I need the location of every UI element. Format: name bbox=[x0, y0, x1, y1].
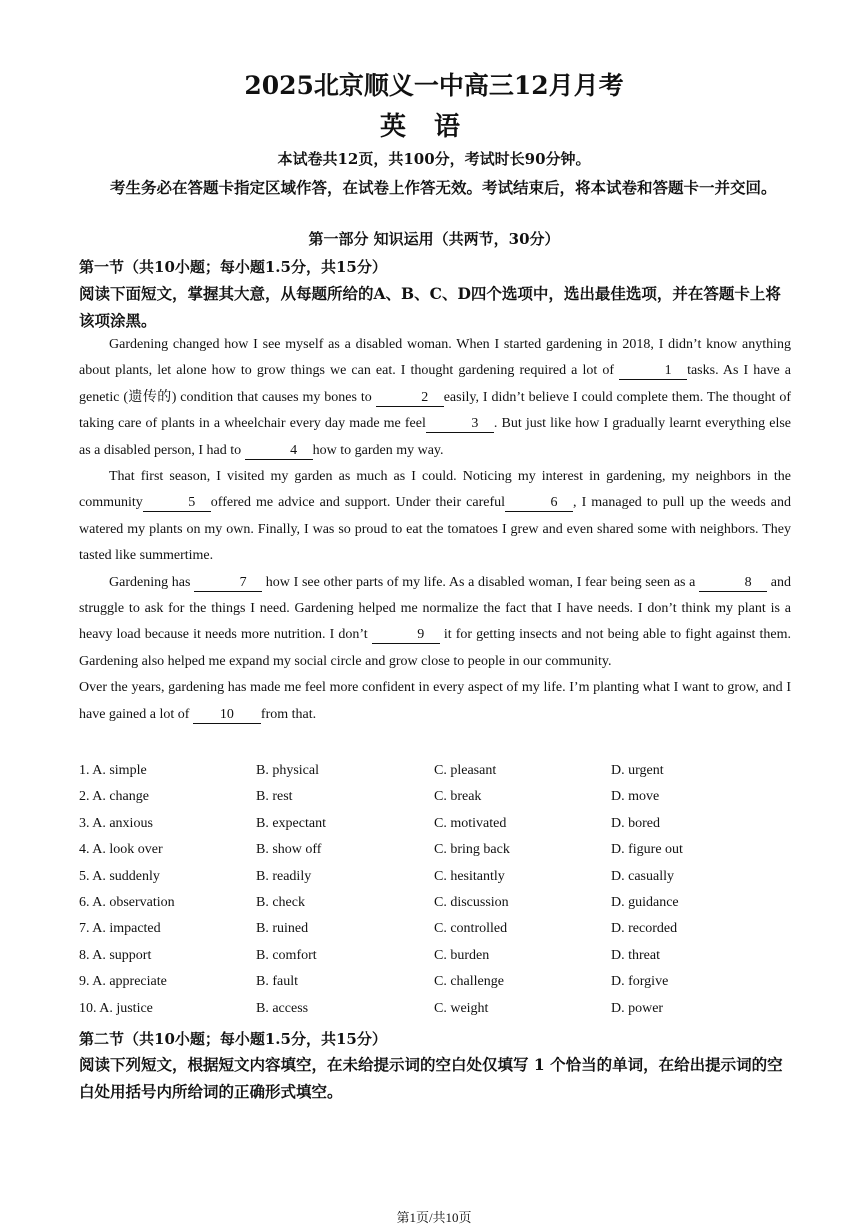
option-3-d: D. bored bbox=[611, 815, 660, 831]
passage-text: from that. bbox=[260, 706, 317, 722]
option-6-c: C. discussion bbox=[434, 894, 509, 910]
option-row-2 bbox=[79, 784, 791, 810]
passage-text: and struggle to ask for the things I need. Gardening helped me normalize the fact that I have needs. I don’t think my plant is a heavy load because it needs more nutrition. I don’t bbox=[79, 574, 791, 643]
blank-5: 5 bbox=[143, 496, 211, 512]
option-row-3 bbox=[79, 811, 791, 837]
passage-paragraph bbox=[79, 464, 791, 570]
option-4-d: D. figure out bbox=[611, 842, 683, 858]
option-8-c: C. burden bbox=[434, 947, 490, 963]
passage-text: how to garden my way. bbox=[312, 442, 444, 458]
section2-title: 第二节（共10小题；每小题1.5分，共15分） bbox=[79, 1030, 387, 1048]
option-4-b: B. show off bbox=[256, 842, 322, 858]
cloze-passage bbox=[79, 332, 791, 728]
option-10-c: C. weight bbox=[434, 1000, 489, 1016]
blank-7: 7 bbox=[194, 576, 262, 592]
exam-notice: 考生务必在答题卡指定区域作答，在试卷上作答无效。考试结束后，将本试卷和答题卡一并交回。 bbox=[110, 178, 777, 197]
option-3-c: C. motivated bbox=[434, 815, 507, 831]
option-2-d: D. move bbox=[611, 789, 660, 805]
option-10-a: 10. A. justice bbox=[79, 1000, 153, 1016]
option-9-c: C. challenge bbox=[434, 974, 504, 990]
section1-instruction: 阅读下面短文，掌握其大意，从每题所给的A、B、C、D四个选项中，选出最佳选项，并在答题卡上将该项涂黑。 bbox=[79, 284, 781, 330]
option-7-b: B. ruined bbox=[256, 921, 309, 937]
option-row-7 bbox=[79, 916, 791, 942]
option-6-b: B. check bbox=[256, 894, 305, 910]
passage-text: . But just like how I gradually learnt everything else as a disabled person, I had to bbox=[79, 416, 791, 458]
option-1-d: D. urgent bbox=[611, 763, 664, 778]
option-5-c: C. hesitantly bbox=[434, 868, 505, 884]
option-2-b: B. rest bbox=[256, 789, 293, 805]
option-7-d: D. recorded bbox=[611, 921, 678, 937]
passage-text: , I managed to pull up the weeds and watered my plants on my own. Finally, I was so proud to eat the tomatoes I grew and even shared some with neighbors. They tasted like summertime. bbox=[79, 495, 791, 564]
option-6-d: D. guidance bbox=[611, 894, 679, 910]
option-3-a: 3. A. anxious bbox=[79, 815, 153, 831]
blank-6: 6 bbox=[505, 496, 573, 512]
blank-10: 10 bbox=[193, 708, 261, 724]
option-10-b: B. access bbox=[256, 1000, 309, 1016]
option-8-a: 8. A. support bbox=[79, 947, 152, 963]
option-3-b: B. expectant bbox=[256, 815, 326, 831]
option-5-a: 5. A. suddenly bbox=[79, 868, 160, 884]
passage-text: Gardening has bbox=[109, 574, 195, 590]
blank-8: 8 bbox=[699, 576, 767, 592]
passage-text: tasks. As I have a genetic (遗传的) condition that causes my bones to bbox=[79, 363, 791, 405]
option-6-a: 6. A. observation bbox=[79, 894, 175, 910]
option-row-8 bbox=[79, 943, 791, 969]
option-row-9 bbox=[79, 969, 791, 995]
option-row-10 bbox=[79, 996, 791, 1022]
blank-4: 4 bbox=[245, 444, 313, 460]
passage-paragraph bbox=[79, 675, 791, 728]
blank-2: 2 bbox=[376, 391, 444, 407]
passage-text: That first season, I visited my garden as much as I could. Noticing my interest in gardening, my neighbors in the community bbox=[79, 469, 791, 511]
blank-1: 1 bbox=[619, 364, 687, 380]
part1-title: 第一部分 知识运用（共两节，30分） bbox=[308, 230, 560, 248]
passage-text: how I see other parts of my life. As a disabled woman, I fear being seen as a bbox=[262, 574, 700, 590]
subject-title: 英语 bbox=[379, 112, 488, 142]
passage-paragraph bbox=[79, 332, 791, 464]
option-2-a: 2. A. change bbox=[79, 789, 149, 805]
option-5-d: D. casually bbox=[611, 868, 674, 884]
passage-text: Gardening changed how I see myself as a disabled woman. When I started gardening in 2018, I didn’t know anything about plants, let alone how to grow things we can eat. I thought gardening required a lot of bbox=[79, 337, 791, 379]
option-4-a: 4. A. look over bbox=[79, 842, 163, 858]
section2-instruction: 阅读下列短文，根据短文内容填空，在未给提示词的空白处仅填写 1 个恰当的单词，在给出提示词的空白处用括号内所给词的正确形式填空。 bbox=[79, 1055, 783, 1101]
option-4-c: C. bring back bbox=[434, 842, 510, 858]
option-row-1 bbox=[79, 758, 791, 784]
option-row-4 bbox=[79, 837, 791, 863]
option-5-b: B. readily bbox=[256, 868, 312, 884]
option-7-c: C. controlled bbox=[434, 921, 508, 937]
option-9-a: 9. A. appreciate bbox=[79, 974, 167, 990]
option-1-b: B. physical bbox=[256, 763, 319, 778]
option-9-d: D. forgive bbox=[611, 974, 669, 990]
option-9-b: B. fault bbox=[256, 974, 298, 990]
option-1-a: 1. A. simple bbox=[79, 763, 147, 778]
exam-info: 本试卷共12页，共100分，考试时长90分钟。 bbox=[277, 150, 591, 168]
answer-options bbox=[79, 758, 791, 1022]
option-8-d: D. threat bbox=[611, 947, 660, 963]
option-1-c: C. pleasant bbox=[434, 763, 497, 778]
page-number: 第1页/共10页 bbox=[396, 1210, 472, 1225]
option-7-a: 7. A. impacted bbox=[79, 921, 161, 937]
option-row-5 bbox=[79, 864, 791, 890]
section1-title: 第一节（共10小题；每小题1.5分，共15分） bbox=[79, 258, 387, 276]
passage-text: easily, I didn’t believe I could complete them. The thought of taking care of plants in a wheelchair every day made me feel bbox=[79, 389, 791, 432]
blank-3: 3 bbox=[426, 417, 494, 433]
passage-text: it for getting insects and not being able to fight against them. Gardening also helped me expand my social circle and grow close to people in our community. bbox=[79, 627, 791, 669]
blank-9: 9 bbox=[372, 628, 440, 644]
option-10-d: D. power bbox=[611, 1000, 664, 1016]
option-2-c: C. break bbox=[434, 789, 482, 805]
passage-text: offered me advice and support. Under their careful bbox=[210, 495, 506, 511]
exam-title: 2025北京顺义一中高三12月月考 bbox=[244, 71, 624, 100]
passage-paragraph bbox=[79, 570, 791, 676]
option-8-b: B. comfort bbox=[256, 947, 317, 963]
passage-text: Over the years, gardening has made me feel more confident in every aspect of my life. I’m planting what I want to grow, and I have gained a lot of bbox=[79, 680, 791, 722]
option-row-6 bbox=[79, 890, 791, 916]
